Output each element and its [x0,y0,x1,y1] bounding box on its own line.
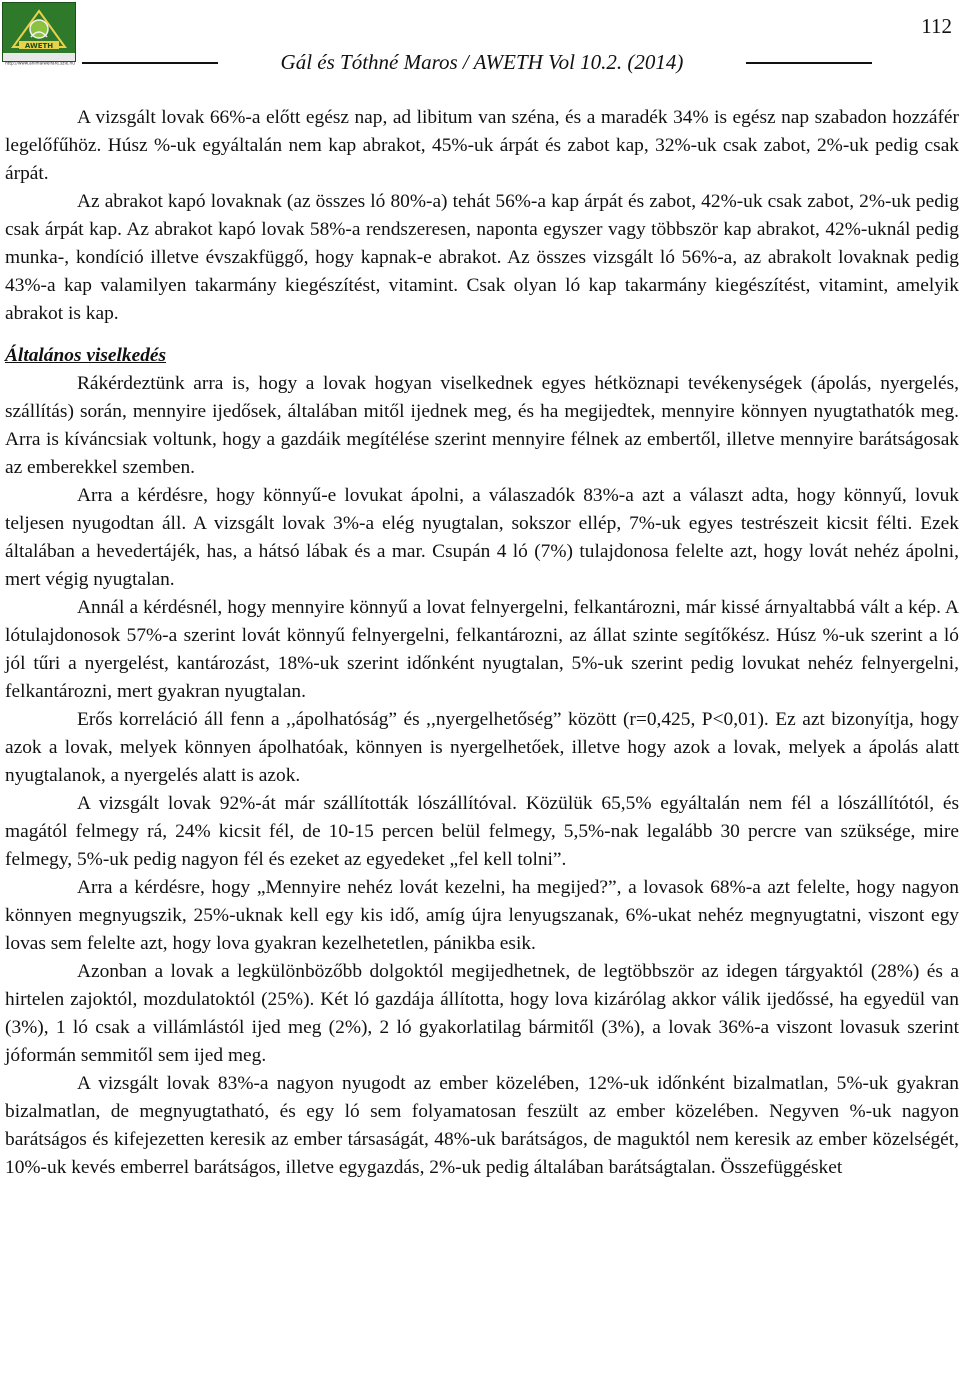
paragraph: Arra a kérdésre, hogy könnyű-e lovukat ápolni, a válaszadók 83%-a azt a választ adta, hogy könnyű, lovuk teljesen nyugodtan áll. A vizsgált lovak 3%-a elég nyugtalan, sokszor ellép, 7%-uk egyes testrészeit kicsit félti. Ezek általában a hevedertájék, has, a hátsó lábak és a mar. Csupán 4 ló (7%) tulajdonosa felelte azt, hogy lovát nehéz ápolni, mert végig nyugtalan. [5,485,959,590]
logo-url-text: http://www.animalwelfare.szie.hu [5,60,75,66]
logo-url-strip [3,53,75,66]
page-number: 112 [921,14,952,38]
running-head: Gál és Tóthné Maros / AWETH Vol 10.2. (2014) [280,50,684,74]
aweth-logo-text: AWETH [24,42,54,50]
aweth-logo-icon [9,7,69,53]
paragraph: Erős korreláció áll fenn a ,,ápolhatóság” és ,,nyergelhetőség” között (r=0,425, P<0,01). Ez azt bizonyítja, hogy azok a lovak, melyek könnyen ápolhatóak, könnyen is nyergelhetőek, illetve hogy azok a lovak, melyek a ápolás alatt nyugtalanok, a nyergelés alatt is azok. [5,709,959,786]
aweth-logo [2,2,76,66]
paragraph: Arra a kérdésre, hogy „Mennyire nehéz lovát kezelni, ha megijed?”, a lovasok 68%-a azt felelte, hogy nagyon könnyen megnyugszik, 25%-uknak kell egy kis idő, amíg újra lenyugszanak, 6%-ukat nehéz megnyugtatni, viszont egy lovas sem felelte azt, hogy lova gyakran kezelhetetlen, pánikba esik. [5,877,959,954]
paragraph: A vizsgált lovak 66%-a előtt egész nap, ad libitum van széna, és a maradék 34% is egész nap szabadon hozzáfér legelőfűhöz. Húsz %-uk egyáltalán nem kap abrakot, 45%-uk árpát és zabot kap, 32%-uk csak zabot, 2%-uk pedig csak árpát. [5,107,959,184]
paragraph: Azonban a lovak a legkülönbözőbb dolgoktól megijedhetnek, de legtöbbször az idegen tárgyaktól (28%) és a hirtelen zajoktól, mozdulatoktól (25%). Két ló gazdája állította, hogy lova kizárólag akkor válik ijedőssé, ha egyedül van (3%), 1 ló csak a villámlástól ijed meg (2%), 2 ló gyakorlatilag bármitől (3%), a lovak 36%-a viszont lovasuk szerint jóformán semmitől sem ijed meg. [5,961,959,1066]
header-rule-right [746,62,872,64]
paragraph: Rákérdeztünk arra is, hogy a lovak hogyan viselkednek egyes hétköznapi tevékenységek (ápolás, nyergelés, szállítás) során, mennyire ijedősek, általában mitől ijednek meg, és ha megijedtek, mennyire könnyen nyugtathatók meg. Arra is kíváncsiak voltunk, hogy a gazdáik megítélése szerint mennyire félnek az embertől, illetve mennyire barátságosak az emberekkel szemben. [5,373,959,478]
paragraph: A vizsgált lovak 92%-át már szállították lószállítóval. Közülük 65,5% egyáltalán nem fél a lószállítótól, és magától felmegy rá, 24% kicsit fél, de 10-15 percen belül felmegy, 5,5%-nak legalább 30 percre van szüksége, mire felmegy, 5%-uk pedig nagyon fél és ezeket az egyedeket „fel kell tolni”. [5,793,959,870]
article-body [5,104,959,1182]
paragraph: Annál a kérdésnél, hogy mennyire könnyű a lovat felnyergelni, felkantározni, már kissé árnyaltabbá vált a kép. A lótulajdonosok 57%-a szerint lovát könnyű felnyergelni, felkantározni, az állat szinte segítőkész. Húsz %-uk szerint a ló jól tűri a nyergelést, kantározást, 18%-uk szerint időnként nyugtalan, 5%-uk szerint pedig lovukat nehéz felnyergelni, felkantározni, mert gyakran nyugtalan. [5,597,959,702]
header-rule-left [82,62,218,64]
paragraph: A vizsgált lovak 83%-a nagyon nyugodt az ember közelében, 12%-uk időnként bizalmatlan, 5%-uk gyakran bizalmatlan, de megnyugtatható, és egy ló sem folyamatosan feszült az ember közelében. Negyven %-uk nagyon barátságos és kifejezetten keresik az ember társaságát, 48%-uk barátságos, de maguktól nem keresik az ember közelségét, 10%-uk kevés emberrel barátságos, illetve egygazdás, 2%-uk pedig általában barátságtalan. Összefüggésket [5,1073,959,1178]
section-title: Általános viselkedés [5,345,167,366]
paragraph: Az abrakot kapó lovaknak (az összes ló 80%-a) tehát 56%-a kap árpát és zabot, 42%-uk csak zabot, 2%-uk pedig csak árpát kap. Az abrakot kapó lovak 58%-a rendszeresen, naponta egyszer vagy többször kap abrakot, 42%-uknál pedig munka-, kondíció illetve évszakfüggő, hogy kapnak-e abrakot. Az összes vizsgált ló 56%-a, az abrakolt lovaknak pedig 43%-a kap valamilyen takarmány kiegészítést, vitamint. Csak olyan ló kap takarmány kiegészítést, vitamint, amelyik abrakot is kap. [5,191,959,324]
